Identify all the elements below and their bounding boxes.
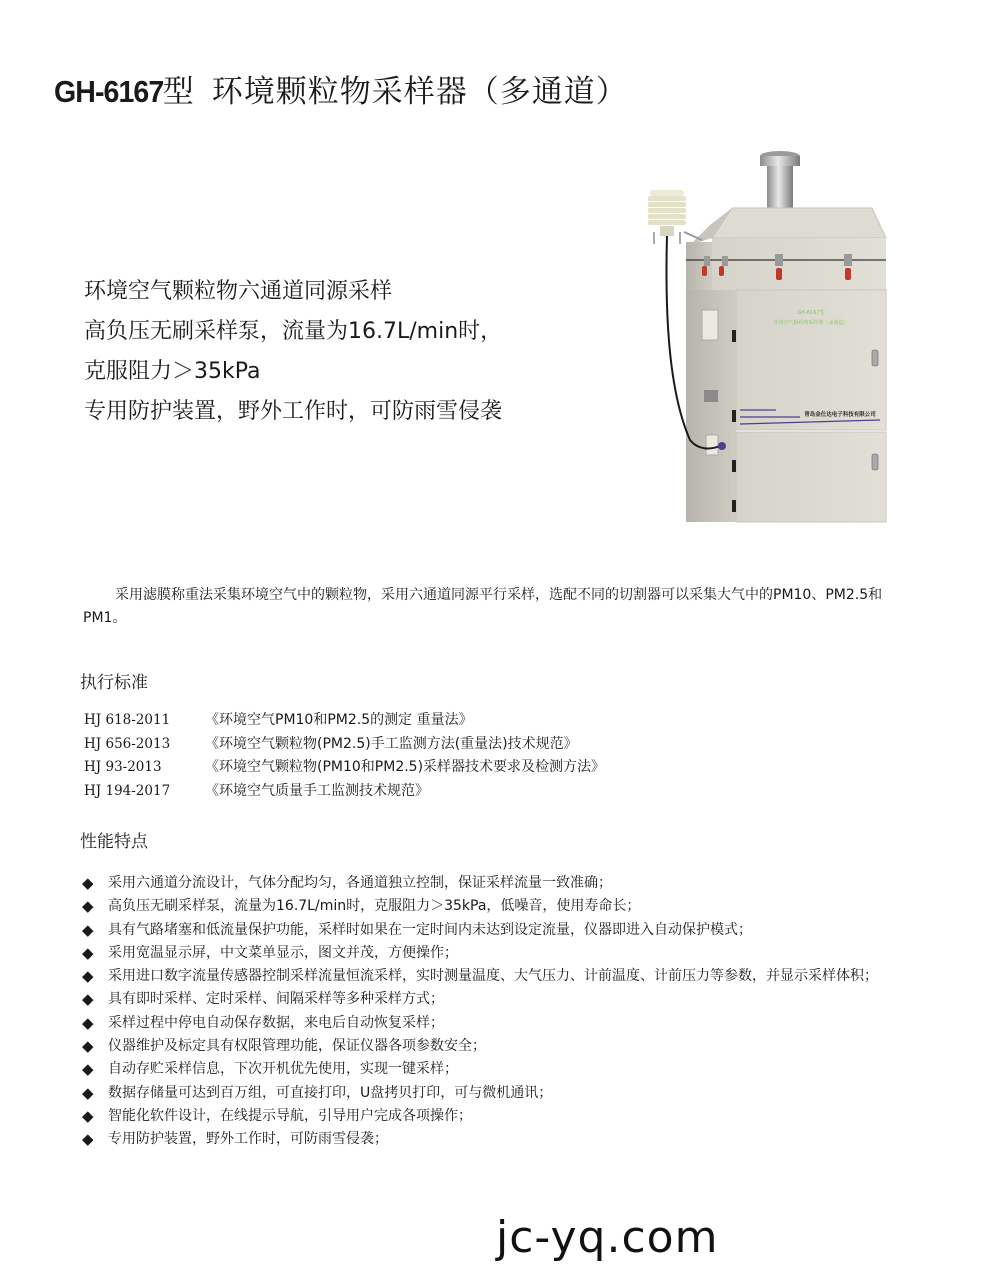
feature-item: ◆ 仪器维护及标定具有权限管理功能，保证仪器各项参数安全；: [82, 1035, 902, 1058]
panel-label: GH-6167型: [797, 310, 825, 316]
standard-name: 《环境空气质量手工监测技术规范》: [205, 782, 429, 799]
standard-name: 《环境空气颗粒物(PM10和PM2.5)采样器技术要求及检测方法》: [205, 759, 606, 775]
diamond-bullet-icon: ◆: [82, 1037, 94, 1056]
standard-code: HJ 656-2013: [84, 735, 171, 752]
feature-item: ◆ 高负压无刷采样泵，流量为16.7L/min时，克服阻力＞35kPa，低噪音，使用寿命长；: [82, 895, 902, 918]
diamond-bullet-icon: ◆: [82, 1013, 94, 1032]
feature-item: ◆ 专用防护装置，野外工作时，可防雨雪侵袭；: [82, 1128, 902, 1151]
standard-name: 《环境空气颗粒物(PM2.5)手工监测方法(重量法)技术规范》: [205, 735, 578, 752]
diamond-bullet-icon: ◆: [82, 1083, 94, 1102]
diamond-bullet-icon: ◆: [82, 943, 94, 962]
diamond-bullet-icon: ◆: [82, 920, 94, 939]
model-suffix: 型: [162, 74, 194, 110]
intro-paragraph: 采用滤膜称重法采集环境空气中的颗粒物，采用六通道同源平行采样，选配不同的切割器可以采集大气中的PM10、PM2.5和PM1。: [83, 587, 883, 626]
highlight-line: 克服阻力＞35kPa: [84, 359, 261, 384]
diamond-bullet-icon: ◆: [82, 967, 94, 986]
company-label: 青岛金仕达电子科技有限公司: [804, 412, 876, 418]
highlights: [84, 272, 502, 432]
diamond-bullet-icon: ◆: [82, 897, 94, 916]
sensor-shield: [648, 190, 702, 244]
product-image: [640, 150, 900, 530]
features-list: [82, 872, 902, 1152]
standard-code: HJ 618-2011: [84, 712, 171, 728]
standards-heading: 执行标准: [80, 673, 148, 693]
product-name: 环境颗粒物采样器（多通道）: [211, 74, 628, 110]
standards-list: [84, 709, 605, 803]
feature-item: ◆ 自动存贮采样信息，下次开机优先使用，实现一键采样；: [82, 1058, 902, 1081]
highlight-line: 专用防护装置，野外工作时，可防雨雪侵袭: [84, 399, 503, 424]
standard-code: HJ 93-2013: [84, 759, 162, 775]
website-url: jc-yq.com: [496, 1212, 719, 1263]
diamond-bullet-icon: ◆: [82, 874, 94, 892]
feature-item: ◆ 采用进口数字流量传感器控制采样流量恒流采样，实时测量温度、大气压力、计前温度、计前压力等参数，并显示采样体积；: [82, 965, 902, 988]
diamond-bullet-icon: ◆: [82, 1060, 94, 1079]
standard-row: [84, 780, 605, 804]
standard-row: [84, 733, 605, 757]
feature-item: ◆ 采样过程中停电自动保存数据，来电后自动恢复采样；: [82, 1012, 902, 1035]
feature-item: ◆ 具有即时采样、定时采样、间隔采样等多种采样方式；: [82, 988, 902, 1011]
page-title: [54, 70, 628, 119]
features-heading: 性能特点: [80, 832, 148, 852]
feature-item: ◆ 采用六通道分流设计，气体分配均匀，各通道独立控制，保证采样流量一致准确；: [82, 872, 902, 895]
standard-name: 《环境空气PM10和PM2.5的测定 重量法》: [205, 712, 473, 728]
feature-item: ◆ 具有气路堵塞和低流量保护功能，采样时如果在一定时间内未达到设定流量，仪器即进入自动保护模式；: [82, 919, 902, 942]
model-number: GH-6167: [54, 74, 164, 109]
highlight-line: 环境空气颗粒物六通道同源采样: [84, 279, 393, 304]
standard-row: [84, 756, 605, 780]
highlight-line: 高负压无刷采样泵，流量为16.7L/min时，: [84, 319, 503, 344]
diamond-bullet-icon: ◆: [82, 1130, 94, 1149]
diamond-bullet-icon: ◆: [82, 1106, 94, 1125]
standard-code: HJ 194-2017: [84, 782, 171, 799]
feature-item: ◆ 智能化软件设计，在线提示导航，引导用户完成各项操作；: [82, 1105, 902, 1128]
sampler-illustration: [640, 150, 900, 530]
feature-item: ◆ 采用宽温显示屏，中文菜单显示，图文并茂，方便操作；: [82, 942, 902, 965]
standard-row: [84, 709, 605, 733]
feature-item: ◆ 数据存储量可达到百万组，可直接打印，U盘拷贝打印，可与微机通讯；: [82, 1082, 902, 1105]
panel-label: 环境空气颗粒物采样器（多通道）: [773, 320, 849, 326]
diamond-bullet-icon: ◆: [82, 990, 94, 1009]
